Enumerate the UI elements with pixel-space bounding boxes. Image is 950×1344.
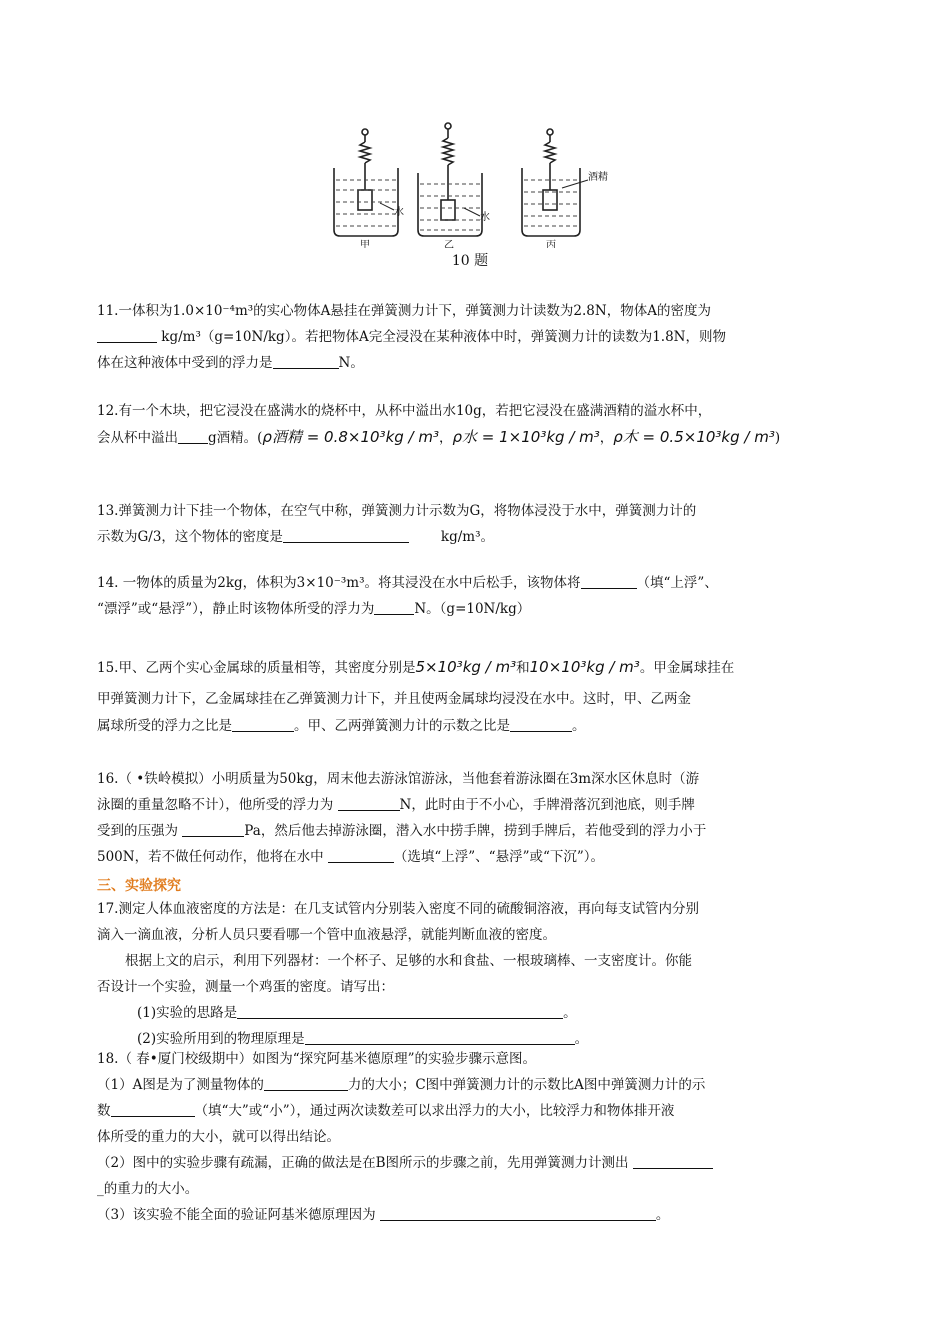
question-17 (97, 896, 857, 1052)
q15-line3-mid: 。甲、乙两弹簧测力计的示数之比是 (294, 718, 510, 734)
q14-blank-1[interactable] (581, 574, 637, 589)
q16-line3-end: Pa，然后他去掉游泳圈，潜入水中捞手牌，捞到手牌后，若他受到的浮力小于 (244, 823, 707, 839)
q13-unit: kg/m³。 (440, 529, 495, 545)
q15-line2: 甲弹簧测力计下，乙金属球挂在乙弹簧测力计下，并且使两金属球均浸没在水中。这时，甲、乙两金 (97, 691, 691, 707)
q18-line1: 18.（ 春•厦门校级期中）如图为“探究阿基米德原理”的实验步骤示意图。 (97, 1051, 537, 1067)
q17-line3: 根据上文的启示，利用下列器材：一个杯子、足够的水和食盐、一根玻璃棒、一支密度计。你能 (125, 953, 692, 969)
question-18 (97, 1046, 857, 1228)
q14-line1-end: （填“上浮”、 (636, 575, 718, 591)
q16-line4-end: （选填“上浮”、“悬浮”或“下沉”）。 (393, 849, 605, 865)
q18-line7: （3）该实验不能全面的验证阿基米德原理因为 (97, 1207, 380, 1223)
q17-part1-end: 。 (563, 1005, 577, 1021)
question-16 (97, 766, 857, 870)
q18-line2-end: 力的大小；C图中弹簧测力计的示数比A图中弹簧测力计的示 (347, 1077, 706, 1093)
q16-line3: 受到的压强为 (97, 823, 183, 839)
q12-blank[interactable] (178, 429, 208, 444)
q13-line1: 13.弹簧测力计下挂一个物体，在空气中称，弹簧测力计示数为G，将物体浸没于水中，弹簧测力计的 (97, 503, 697, 519)
q12-sep-1: ， (439, 430, 453, 446)
q16-blank-2[interactable] (182, 822, 244, 837)
q17-line2: 滴入一滴血液，分析人员只要看哪一个管中血液悬浮，就能判断血液的密度。 (97, 927, 556, 943)
q11-line3: 体在这种液体中受到的浮力是 (97, 355, 273, 371)
q15-line1: 15.甲、乙两个实心金属球的质量相等，其密度分别是 (97, 660, 416, 676)
q13-blank[interactable] (283, 528, 409, 543)
q11-blank-1[interactable] (97, 328, 157, 343)
spring-scale-figure (320, 118, 620, 278)
q14-line2: “漂浮”或“悬浮”），静止时该物体所受的浮力为 (97, 601, 375, 617)
beaker-label-bing: 丙 (546, 240, 556, 248)
q18-line3: 数 (97, 1103, 111, 1119)
q16-blank-3[interactable] (328, 848, 394, 863)
q18-line5: （2）图中的实验步骤有疏漏，正确的做法是在B图所示的步骤之前，先用弹簧测力计测出 (97, 1155, 633, 1171)
q11-blank-2[interactable] (273, 354, 339, 369)
q12-unit: g酒精。( (208, 430, 263, 446)
q17-blank-1[interactable] (237, 1004, 563, 1019)
formula-water-density: ρ水 = 1×10³kg / m³ (452, 428, 600, 446)
q17-blank-2[interactable] (305, 1030, 575, 1045)
q18-blank-4[interactable] (380, 1206, 656, 1221)
figure-label-water-2: 水 (480, 212, 490, 223)
q15-line3: 属球所受的浮力之比是 (97, 718, 232, 734)
q12-line1: 12.有一个木块，把它浸没在盛满水的烧杯中，从杯中溢出水10g，若把它浸没在盛满酒精的溢水杯中， (97, 403, 712, 419)
q17-line1: 17.测定人体血液密度的方法是：在几支试管内分别装入密度不同的硫酸铜溶液，再向每支试管内分别 (97, 901, 699, 917)
section-heading-experiment: 三、实验探究 (97, 878, 181, 894)
beaker-label-jia: 甲 (360, 240, 370, 248)
q18-line6: _的重力的大小。 (97, 1181, 199, 1197)
q15-blank-1[interactable] (232, 717, 294, 732)
question-13 (97, 498, 857, 550)
q17-part2: (2)实验所用到的物理原理是 (137, 1031, 305, 1047)
formula-density-yi: 10×10³kg / m³ (529, 658, 640, 676)
q12-end: ) (774, 430, 781, 446)
q16-line4: 500N，若不做任何动作，他将在水中 (97, 849, 328, 865)
q16-line2: 泳圈的重量忽略不计），他所受的浮力为 (97, 797, 338, 813)
q18-line4: 体所受的重力的大小，就可以得出结论。 (97, 1129, 340, 1145)
q15-blank-2[interactable] (510, 717, 572, 732)
q18-line2: （1）A图是为了测量物体的 (97, 1077, 264, 1093)
q11-line1: 11.一体积为1.0×10⁻⁴m³的实心物体A悬挂在弹簧测力计下，弹簧测力计读数为2.8N，物体A的密度为 (97, 303, 711, 319)
formula-density-jia: 5×10³kg / m³ (415, 658, 517, 676)
q18-line3-end: （填“大”或“小”），通过两次读数差可以求出浮力的大小，比较浮力和物体排开液 (194, 1103, 675, 1119)
question-15 (97, 654, 857, 740)
q17-part1: (1)实验的思路是 (137, 1005, 238, 1021)
q12-line2: 会从杯中溢出 (97, 430, 178, 446)
q16-line1: 16.（ •铁岭模拟）小明质量为50kg，周末他去游泳馆游泳，当他套着游泳圈在3m深水区休息时（游 (97, 771, 700, 787)
q11-unit: N。 (338, 355, 364, 371)
q16-line2-end: N，此时由于不小心，手牌滑落沉到池底，则手牌 (399, 797, 695, 813)
q15-line1-end: 。甲金属球挂在 (639, 660, 735, 676)
q11-line2: kg/m³（g=10N/kg）。若把物体A完全浸没在某种液体中时，弹簧测力计的读数为1.8N，则物 (157, 329, 726, 345)
figure-label-alcohol: 酒精 (588, 172, 608, 183)
question-14 (97, 570, 857, 622)
formula-wood-density: ρ木 = 0.5×10³kg / m³ (613, 428, 775, 446)
q15-line3-end: 。 (572, 718, 586, 734)
q14-blank-2[interactable] (374, 600, 414, 615)
q18-blank-3[interactable] (633, 1154, 713, 1169)
formula-alcohol-density: ρ酒精 = 0.8×10³kg / m³ (262, 428, 439, 446)
question-12 (97, 398, 857, 451)
q18-blank-1[interactable] (264, 1076, 348, 1091)
question-11 (97, 298, 857, 376)
beaker-diagram (320, 118, 620, 248)
q17-line4: 否设计一个实验，测量一个鸡蛋的密度。请写出： (97, 979, 394, 995)
q17-part2-end: 。 (574, 1031, 589, 1047)
figure-caption: 10 题 (451, 253, 489, 269)
q14-line2-end: N。（g=10N/kg） (414, 601, 531, 617)
q12-sep-2: ， (599, 430, 614, 446)
q14-line1: 14. 一物体的质量为2kg，体积为3×10⁻³m³。将其浸没在水中后松手，该物体将 (97, 575, 581, 591)
beaker-label-yi: 乙 (444, 240, 454, 248)
q13-line2: 示数为G/3，这个物体的密度是 (97, 529, 283, 545)
q18-line7-end: 。 (655, 1207, 670, 1223)
q16-blank-1[interactable] (338, 796, 400, 811)
q18-blank-2[interactable] (111, 1102, 195, 1117)
figure-label-water-1: 水 (394, 207, 404, 218)
q15-and: 和 (516, 660, 530, 676)
